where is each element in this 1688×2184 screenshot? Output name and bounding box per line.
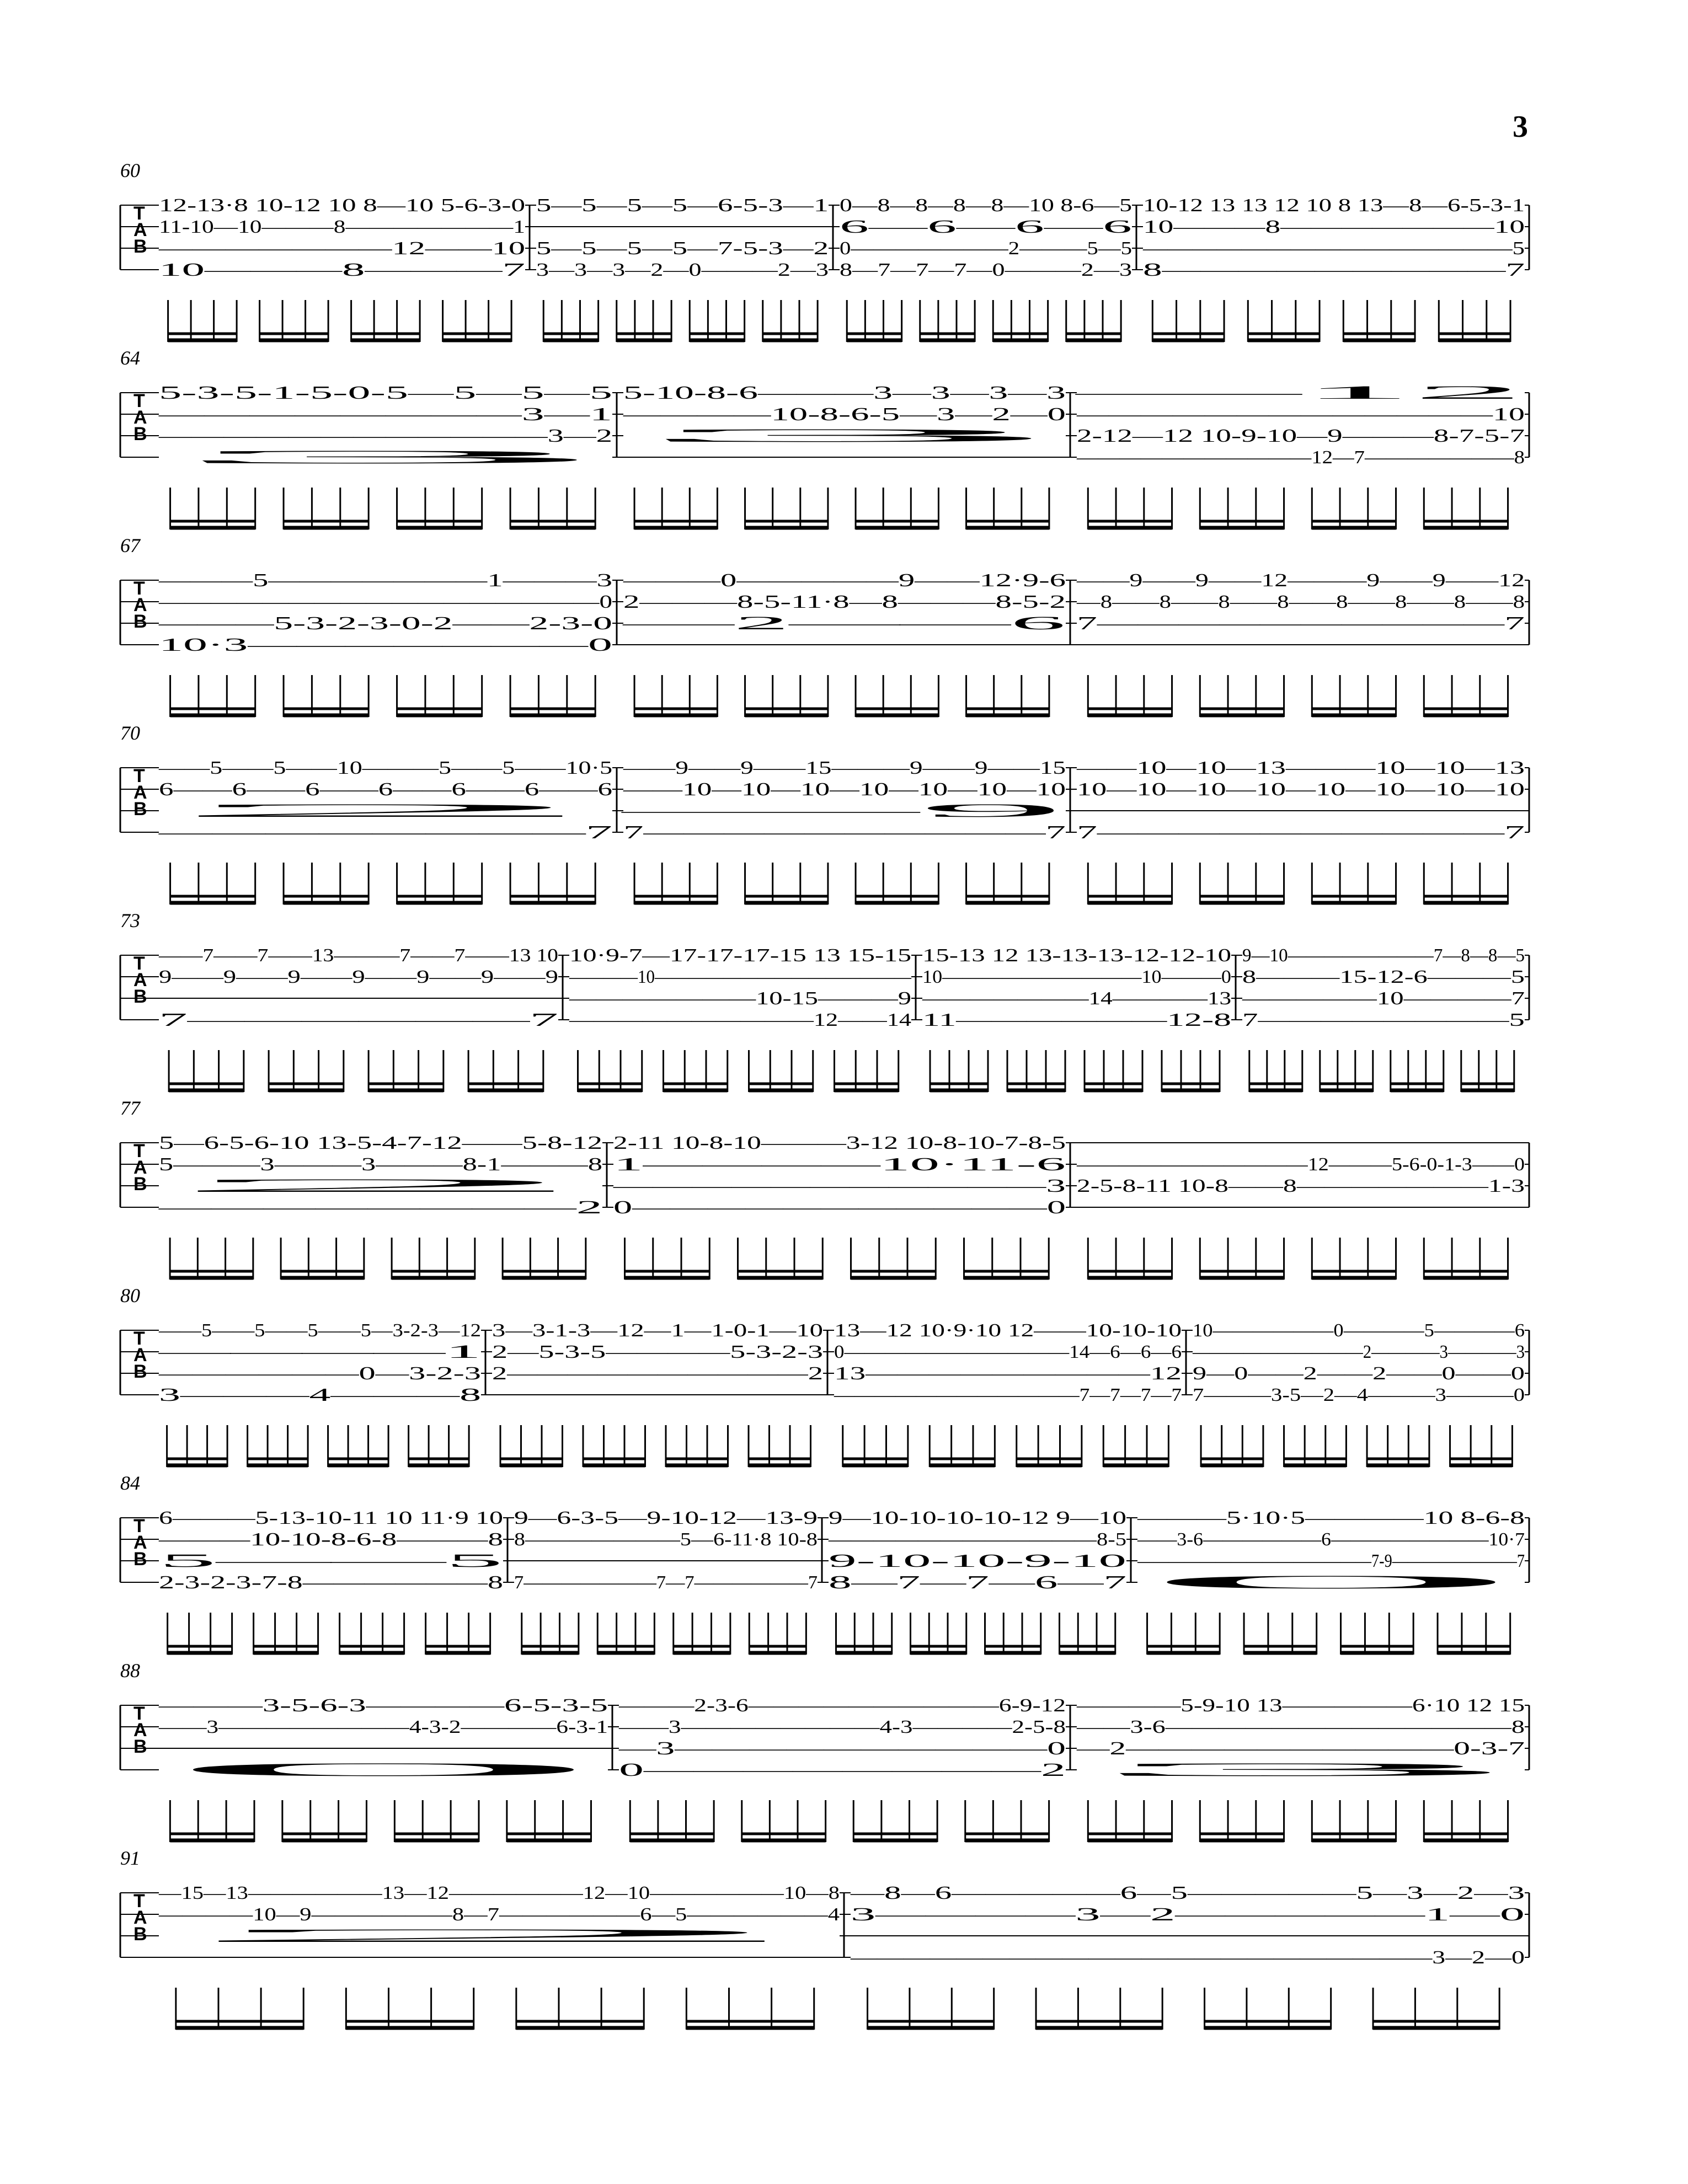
fret-numbers: ———2-3-6——————————6-9-12: [618, 1695, 1066, 1716]
fret-numbers: 9—10-10-10-10-12 9—10: [829, 1508, 1126, 1528]
fret-numbers: 10·9-7—17-17-17-15 13 15-15: [569, 945, 911, 966]
measure-number: 73: [120, 909, 140, 932]
fret-numbers: 8—7—7—7—0———2—3: [840, 260, 1132, 280]
fret-numbers: ——————————12——14: [568, 1010, 911, 1030]
measure-number: 77: [120, 1097, 140, 1119]
fret-numbers: 2: [159, 1926, 840, 1946]
fret-numbers: ————————7: [157, 822, 612, 843]
tab-clef-letter: A: [133, 595, 147, 615]
fret-numbers: 7——————————7: [1077, 613, 1525, 634]
fret-numbers: 6——6——6——6——6——6——6: [159, 779, 612, 800]
tab-clef-letter: A: [133, 1532, 147, 1553]
fret-numbers: 9-10-10-9-10: [829, 1551, 1126, 1571]
fret-numbers: 5—5—5—5—6-5-3—1: [536, 195, 829, 216]
measure-number: 91: [120, 1847, 140, 1869]
tab-clef-letter: T: [133, 578, 145, 599]
fret-numbers: ——3-6——————6————————10·7: [1136, 1529, 1525, 1550]
fret-numbers: ——7——7——13———7——7——13 10: [158, 945, 558, 966]
fret-numbers: 15-13 12 13-13-13-12-12-10: [922, 945, 1231, 966]
fret-numbers: ————10———————————————: [569, 967, 912, 987]
fret-numbers: 2———8-5-11·8—8———8-5-2: [623, 592, 1066, 612]
fret-numbers: ——9——9——15———9——9——15: [622, 758, 1066, 778]
tab-clef-letter: A: [133, 1157, 147, 1178]
fret-numbers: ————————2: [157, 1197, 602, 1218]
fret-numbers: 3————3—2—————1—0: [851, 1904, 1525, 1925]
fret-numbers: ———————14————13: [921, 988, 1231, 1009]
fret-numbers: 6—6—6—6: [840, 217, 1132, 237]
fret-numbers: 9—6-3-5—9-10-12—13-9: [514, 1508, 818, 1528]
fret-numbers: 0———————————14—6—6—6: [834, 1342, 1182, 1362]
tab-staff-svg: [0, 540, 1688, 717]
fret-numbers: ———————————12———5-6-0-1-3——0: [1076, 1154, 1525, 1175]
measure-number: 88: [120, 1660, 140, 1682]
fret-numbers: ———3-5-6-3————6-5-3-5: [158, 1695, 608, 1716]
fret-numbers: ———5-3-2-3-0-2——2-3-0: [157, 613, 613, 634]
fret-numbers: 11-10—10———8———————1: [159, 217, 525, 237]
page-number: 3: [1513, 110, 1528, 144]
fret-numbers: 7————————5: [1242, 1010, 1525, 1030]
fret-numbers: 13—12 10·9·10 12——10-10-10: [834, 1320, 1182, 1341]
fret-numbers: 3———4———8: [159, 1385, 481, 1405]
fret-numbers: 10——————0————5————6: [1193, 1320, 1525, 1341]
fret-numbers: 10·3———————0: [159, 635, 612, 655]
tab-system: [0, 1472, 1688, 1655]
fret-numbers: —15—13——————13—12——————12—10——————10—8: [158, 1883, 840, 1903]
fret-numbers: 2: [159, 801, 612, 821]
fret-numbers: ———————10-15———9: [568, 988, 911, 1009]
fret-numbers: 0————————2: [619, 1760, 1066, 1780]
fret-numbers: ———————————————5: [1142, 238, 1525, 259]
fret-numbers: 3: [1077, 1760, 1525, 1780]
tab-staff-svg: [0, 916, 1688, 1092]
tab-clef-letter: B: [133, 1924, 147, 1945]
tab-clef-letter: A: [133, 407, 147, 428]
fret-numbers: —2——6: [620, 613, 1066, 634]
fret-numbers: 2——————————2: [492, 1363, 823, 1384]
fret-numbers: ——5——5——5——5—3-2-3—12: [158, 1320, 482, 1341]
fret-numbers: ——————0—3-2-3: [158, 1363, 482, 1384]
fret-numbers: ———5———————1———3: [158, 570, 613, 591]
fret-numbers: ——10—10—13———10—10—13: [1076, 758, 1525, 778]
tab-clef-letter: A: [133, 1345, 147, 1366]
fret-numbers: ———————————————7-9————————7: [1137, 1551, 1525, 1571]
fret-numbers: 10—10—10—10—10—10—10—10: [1077, 779, 1525, 800]
tab-staff-svg: [0, 353, 1688, 529]
fret-numbers: ——3-6—————————————8: [1076, 1717, 1525, 1737]
tab-system: [0, 722, 1688, 904]
tab-clef-letter: A: [133, 970, 147, 991]
fret-numbers: ———————————3: [612, 1176, 1066, 1196]
measure-number: 80: [120, 1284, 140, 1307]
fret-numbers: 8———15-12-6———5: [1242, 967, 1525, 987]
fret-numbers: ——5——5——10———5——5——10·5: [158, 758, 612, 778]
fret-numbers: —————10————7: [1241, 988, 1525, 1009]
fret-numbers: —8—6—————6—5—————5—3—2—3: [850, 1883, 1525, 1903]
fret-numbers: 9—0——2——2——0——0: [1193, 1363, 1525, 1384]
fret-numbers: 12-13·8 10-12 10 8—10 5-6-3-0: [159, 195, 525, 216]
tab-clef-letter: B: [133, 1361, 147, 1382]
fret-numbers: —8——8——8——8——8——8——8——8: [1076, 592, 1525, 612]
tab-staff-svg: [0, 728, 1688, 904]
fret-numbers: ———————12——10: [158, 238, 525, 259]
fret-numbers: 9—10————————7—8—8—5: [1242, 945, 1525, 966]
tab-system: [0, 347, 1688, 529]
fret-numbers: 10———8———7: [159, 260, 525, 280]
fret-numbers: 10——————————10———0: [922, 967, 1231, 987]
fret-numbers: 5-10-8-6———3—3—3—3: [623, 383, 1066, 403]
tab-clef-letter: B: [133, 1174, 147, 1195]
fret-numbers: —————————————10: [1076, 404, 1525, 425]
fret-numbers: ——9——9——12———9——9——12: [1076, 570, 1525, 591]
fret-numbers: ———0—————9——12·9-6: [622, 570, 1066, 591]
fret-numbers: —3——————————0: [618, 1738, 1066, 1759]
fret-numbers: ———5·10·5————10 8-6-8: [1136, 1508, 1525, 1528]
fret-numbers: 13—————————12: [834, 1363, 1182, 1384]
fret-numbers: ——————————————————————3—2—0: [850, 1947, 1525, 1968]
fret-numbers: ————10—9——————8—7——————6—5——————4: [158, 1904, 840, 1925]
tab-staff-svg: [0, 1103, 1688, 1280]
tab-clef-letter: A: [133, 1720, 147, 1741]
fret-numbers: 0: [1137, 1572, 1525, 1593]
tab-system: [0, 1660, 1688, 1842]
measure-number: 60: [120, 159, 140, 181]
fret-numbers: 2-5-8-11 10-8——8———————1-3: [1077, 1176, 1525, 1196]
tab-clef-letter: T: [133, 1891, 145, 1912]
tab-clef-letter: B: [133, 986, 147, 1007]
fret-numbers: 5—6-5-6-10 13-5-4-7-12——5-8-12: [159, 1133, 602, 1153]
fret-numbers: ——3————————4-3-2————6-3-1: [158, 1717, 608, 1737]
fret-numbers: ————1: [157, 1342, 482, 1362]
fret-numbers: —12: [1070, 383, 1525, 403]
fret-numbers: 5-3-5-1-5-0-5—5—5—5: [159, 383, 612, 403]
fret-numbers: ———10-10-8-6-8———8: [158, 1529, 503, 1550]
fret-numbers: 0———————2———5—5: [840, 238, 1132, 259]
fret-numbers: 7———————7—7——————7: [514, 1572, 818, 1593]
fret-numbers: 1————10·11-6: [613, 1154, 1066, 1175]
tab-clef-letter: T: [133, 203, 145, 224]
tab-clef-letter: T: [133, 953, 145, 974]
fret-numbers: ————————————3—2: [158, 426, 613, 446]
tab-system: [0, 1847, 1688, 2030]
fret-numbers: 2-3-2-3-7-8——————8: [159, 1572, 503, 1593]
tab-clef-letter: A: [133, 782, 147, 803]
tab-system: [0, 534, 1688, 717]
tab-system: [0, 1097, 1688, 1280]
tab-system: [0, 1284, 1688, 1467]
tab-clef-letter: A: [133, 220, 147, 240]
fret-numbers: 0—8—8—8—8—10 8-6—5: [840, 195, 1132, 216]
fret-numbers: ————10-8-6-5—3—2—0: [622, 404, 1066, 425]
fret-numbers: ——3————————4-3————2-5-8: [618, 1717, 1066, 1737]
tab-clef-letter: T: [133, 1328, 145, 1349]
tab-staff-svg: [0, 1478, 1688, 1655]
fret-numbers: ————————————8-5: [827, 1529, 1126, 1550]
fret-numbers: 3—3—3—2—0———2—3: [536, 260, 829, 280]
tab-clef-letter: B: [133, 424, 147, 445]
fret-numbers: —————————————————0: [158, 592, 612, 612]
fret-numbers: 9——9——9——9——9——9——9: [159, 967, 558, 987]
fret-numbers: 3: [623, 426, 1066, 446]
tab-staff-svg: [0, 165, 1688, 342]
fret-numbers: 2-12—12 10-9-10—9———8-7-5-7: [1077, 426, 1525, 446]
tab-clef-letter: B: [133, 611, 147, 632]
fret-numbers: 7——————————7: [1077, 822, 1525, 843]
fret-numbers: 8—7—7—6—7: [829, 1572, 1126, 1593]
fret-numbers: 0: [159, 1760, 608, 1780]
tab-staff-svg: [0, 1291, 1688, 1467]
tab-system: [0, 909, 1688, 1092]
tab-clef-letter: A: [133, 1907, 147, 1928]
fret-numbers: 2: [159, 1176, 602, 1196]
fret-numbers: 8—————————7: [1143, 260, 1525, 280]
fret-numbers: ————————3—1: [157, 404, 612, 425]
fret-numbers: 10-12 13 13 12 10 8 13—8—6-5-3-1: [1143, 195, 1525, 216]
tab-clef-letter: T: [133, 766, 145, 786]
fret-numbers: 11——————12-8: [922, 1010, 1231, 1030]
tab-system: [0, 159, 1688, 342]
fret-numbers: ————————————7—7—7—7: [833, 1385, 1182, 1405]
tab-clef-letter: T: [133, 390, 145, 411]
measure-number: 70: [120, 722, 140, 744]
measure-number: 84: [120, 1472, 140, 1494]
fret-numbers: ————5-9-10 13—————6·10 12 15: [1076, 1695, 1525, 1716]
fret-numbers: —2——————————0-3-7: [1076, 1738, 1525, 1759]
fret-numbers: 10———8———————10: [1143, 217, 1525, 237]
fret-numbers: 5——5: [159, 1551, 503, 1571]
fret-numbers: ———————————12—7———————8: [1076, 447, 1525, 468]
tab-staff-svg: [0, 1853, 1688, 2030]
measure-number: 67: [120, 534, 140, 556]
tab-clef-letter: B: [133, 236, 147, 257]
fret-numbers: 3—3-1-3—12—1—1-0-1—10: [492, 1320, 823, 1341]
tab-clef-letter: T: [133, 1516, 145, 1537]
fret-numbers: 3: [159, 447, 612, 468]
tab-clef-letter: B: [133, 799, 147, 820]
fret-numbers: 2—5-3-5————5-3-2-3: [492, 1342, 823, 1362]
tab-clef-letter: B: [133, 1736, 147, 1757]
fret-numbers: 5———3———3———8-1———8: [159, 1154, 602, 1175]
fret-numbers: 6———5-13-10-11 10 11·9 10: [159, 1508, 503, 1528]
fret-numbers: 8———————5—6-11·8 10-8: [514, 1529, 818, 1550]
measure-number: 64: [120, 347, 140, 369]
fret-numbers: 7———3-5—2—4———3———0: [1193, 1385, 1525, 1405]
fret-numbers: 7——————7: [159, 1010, 558, 1030]
fret-numbers: ——10—10—10—10—10—10—10: [622, 779, 1066, 800]
tab-clef-letter: T: [133, 1141, 145, 1161]
fret-numbers: 7——————————7: [623, 822, 1066, 843]
tab-staff-svg: [0, 1666, 1688, 1842]
tab-clef-letter: T: [133, 1703, 145, 1724]
fret-numbers: 0———————————0: [613, 1197, 1066, 1218]
tab-clef-letter: B: [133, 1549, 147, 1570]
fret-numbers: —9: [615, 801, 1066, 821]
fret-numbers: 2-11 10-8-10———3-12 10-8-10-7-8-5: [613, 1133, 1066, 1153]
fret-numbers: ——————————2————3————3: [1192, 1342, 1525, 1362]
fret-numbers: 5—5—5—5—7-5-3—2: [536, 238, 829, 259]
